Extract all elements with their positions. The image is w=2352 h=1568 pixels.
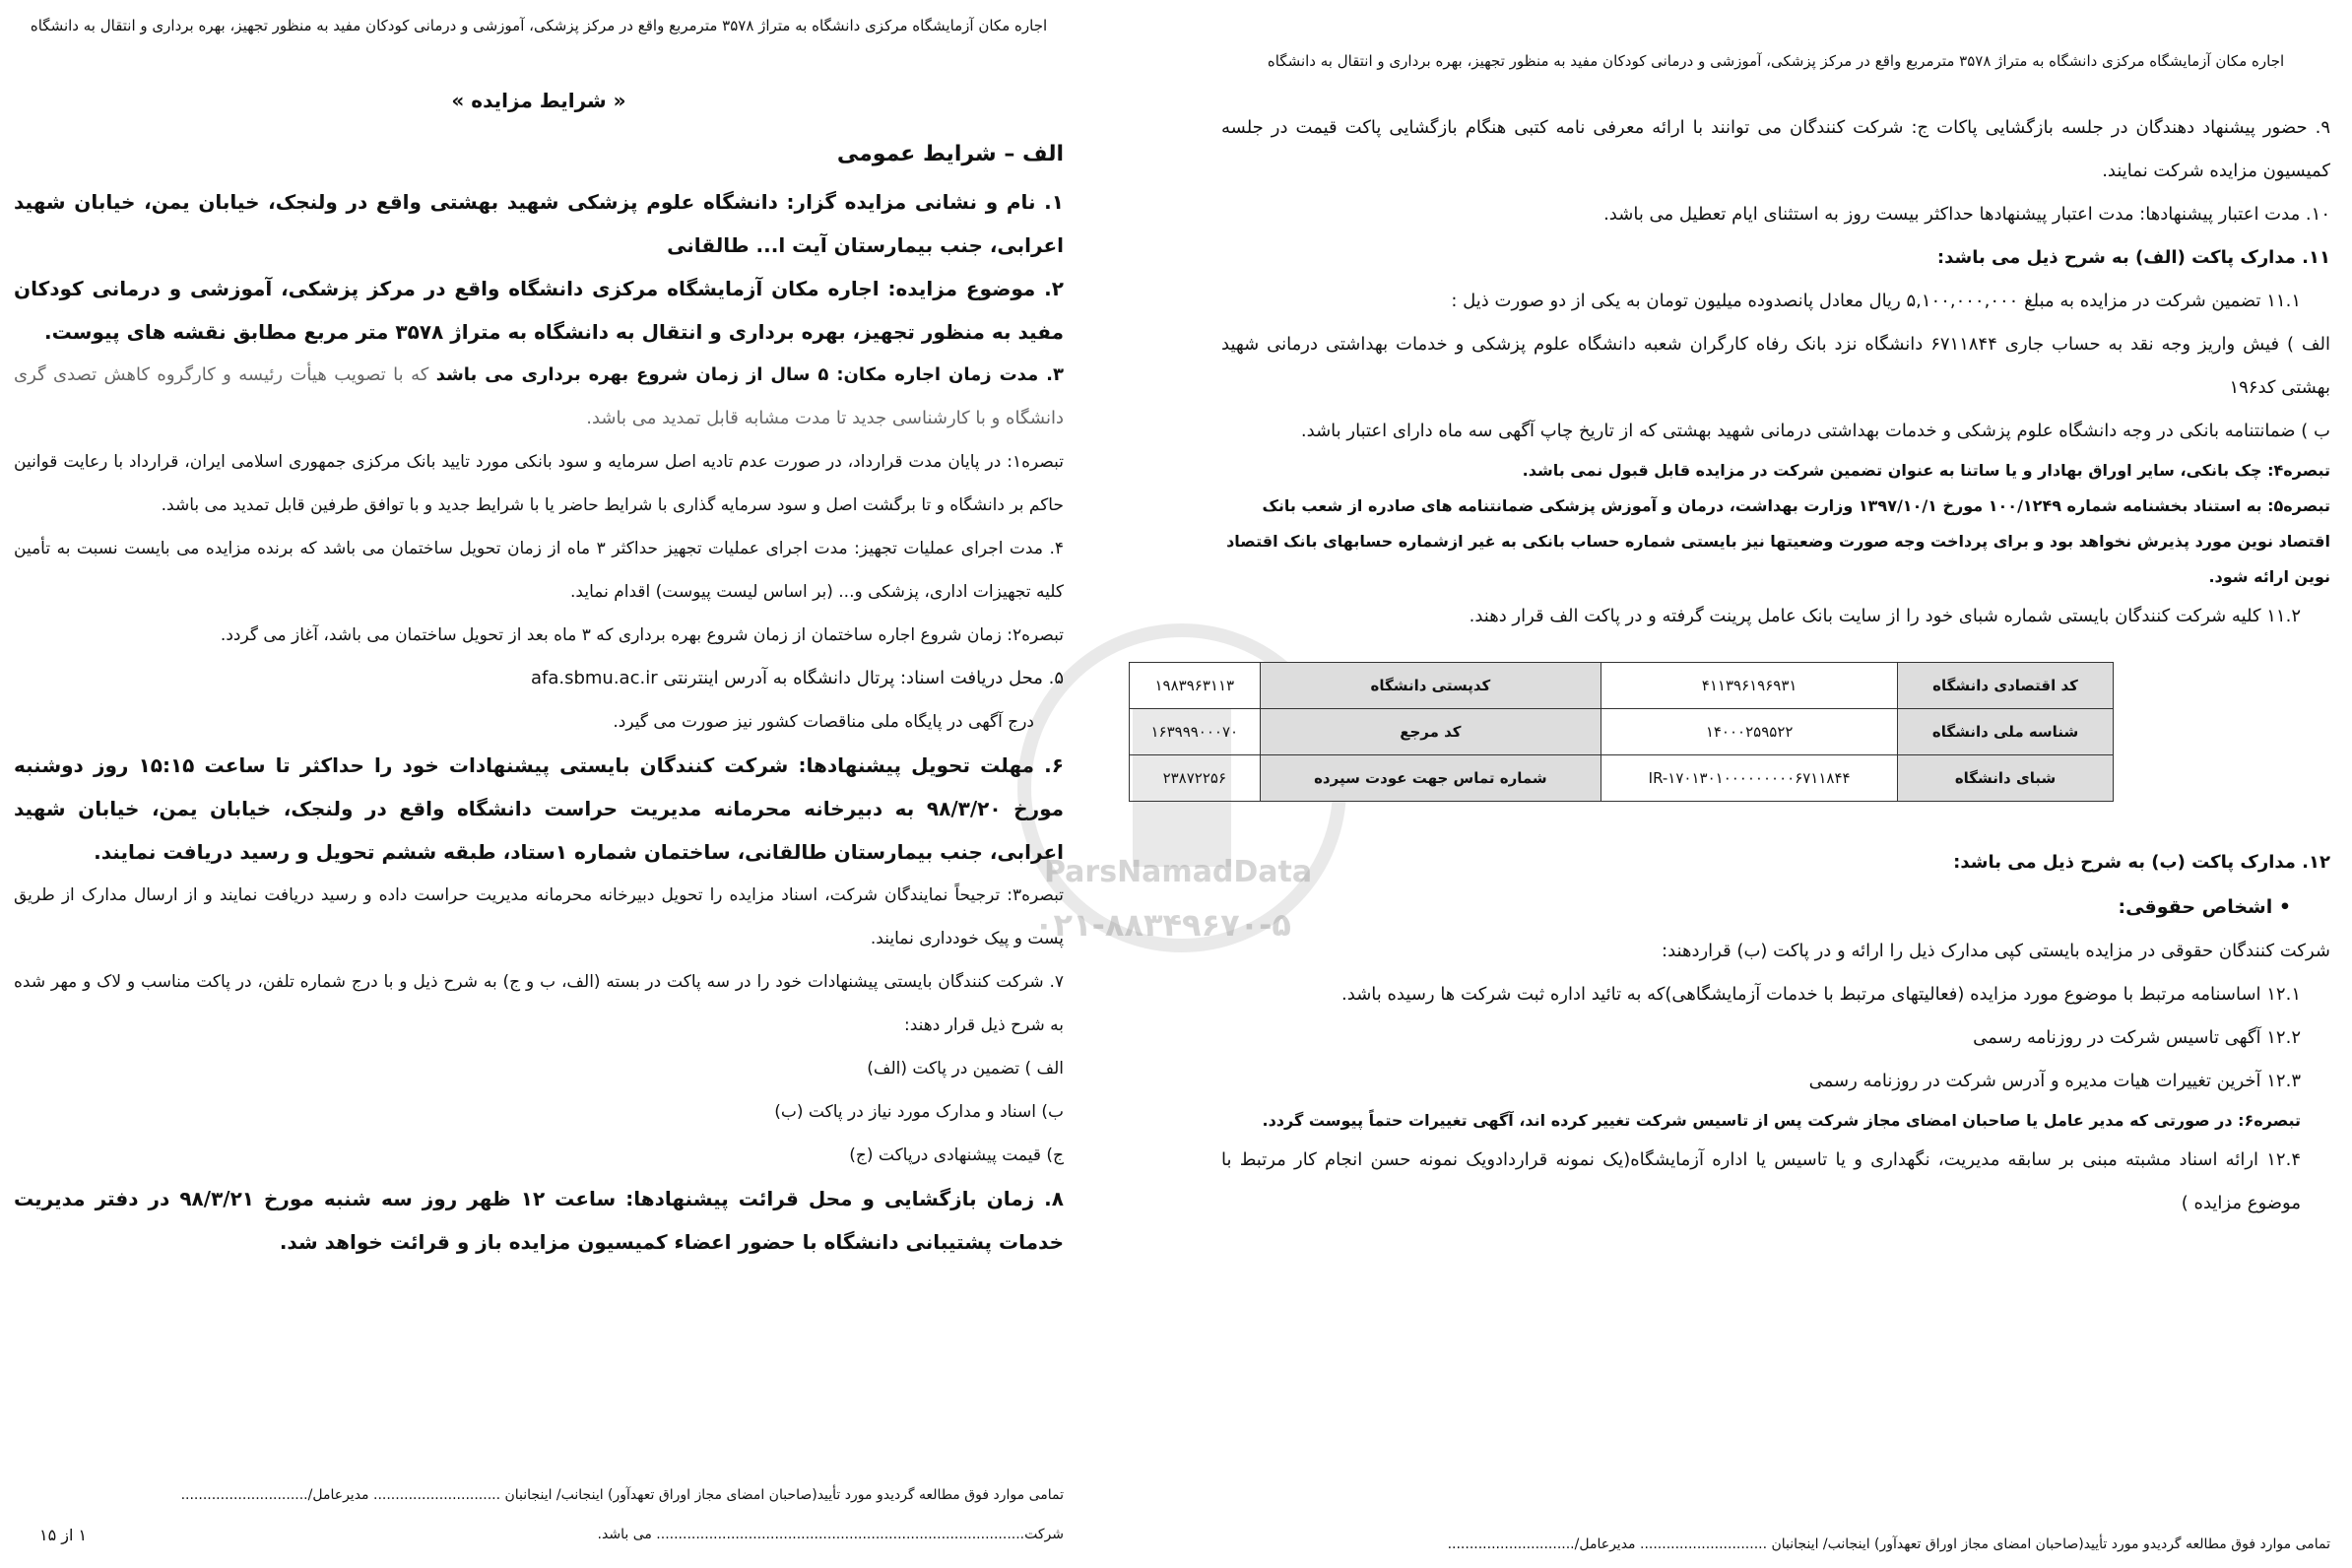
item-10: ۱۰. مدت اعتبار پیشنهادها: مدت اعتبار پیشنهادها حداکثر بیست روز به استثنای ایام تعطیل می باشد. [1603, 204, 2330, 225]
item-4: ۴. مدت اجرای عملیات تجهیز: مدت اجرای عملیات تجهیز حداکثر ۳ ماه از زمان تحویل ساختمان می باشد که برنده مزایده می بایست نسبت به تأمین کلیه تجهیزات اداری، پزشکی و... (بر اساس لیست پیوست) اقدام نماید. [14, 539, 1064, 602]
table-label: کد اقتصادی دانشگاه [1898, 663, 2114, 709]
table-value: ۲۳۸۷۲۲۵۶ [1130, 755, 1261, 802]
table-row [1130, 663, 2114, 709]
page-header: اجاره مکان آزمایشگاه مرکزی دانشگاه به متراژ ۳۵۷۸ مترمربع واقع در مرکز پزشکی، آموزشی و درمانی کودکان مفید به منظور تجهیز، بهره برداری و انتقال به دانشگاه [30, 17, 1048, 34]
item-11-2: ۱۱.۲ کلیه شرکت کنندگان بایستی شماره شبای خود را از سایت بانک عامل پرینت گرفته و در پاکت الف قرار دهند. [1469, 606, 2301, 626]
note-3: تبصره۳: ترجیحاً نمایندگان شرکت، اسناد مزایده را تحویل دبیرخانه محرمانه مدیریت حراست داده و رسید دریافت نمایند و از ارسال مدارک از طریق پست و پیک خودداری نمایند. [14, 885, 1064, 948]
footer-line-1: تمامی موارد فوق مطالعه گردیدو مورد تأیید(صاحبان امضای مجاز اوراق تعهدآور) اینجانب/ اینجانبان ............................. مدیرعامل/............................. [180, 1487, 1064, 1503]
table-label: شبای دانشگاه [1898, 755, 2114, 802]
left-page [0, 0, 1074, 1568]
item-6: ۶. مهلت تحویل پیشنهادها: شرکت کنندگان بایستی پیشنهادات خود را حداکثر تا ساعت ۱۵:۱۵ روز دوشنبه مورخ ۹۸/۳/۲۰ به دبیرخانه محرمانه مدیریت حراست دانشگاه واقع در ولنجک، خیابان یمن، خیابان شهید اعرابی، جنب بیمارستان طالقانی، ساختمان شماره ۱ستاد، طبقه ششم تحویل و رسید دریافت نمایند. [14, 753, 1064, 864]
item-11-1: ۱۱.۱ تضمین شرکت در مزایده به مبلغ ۵,۱۰۰,۰۰۰,۰۰۰ ریال معادل پانصدوده میلیون تومان به یکی از دو صورت ذیل : [1451, 291, 2301, 311]
item-7-c: ج) قیمت پیشنهادی درپاکت (ج) [849, 1145, 1064, 1165]
item-1: ۱. نام و نشانی مزایده گزار: دانشگاه علوم پزشکی شهید بهشتی واقع در ولنجک، خیابان یمن، خیابان شهید اعرابی، جنب بیمارستان آیت ا... طالقانی [14, 190, 1064, 257]
note-6: تبصره۶: در صورتی که مدیر عامل یا صاحبان امضای مجاز شرکت پس از تاسیس شرکت تغییر کرده اند، آگهی تغییرات حتماً پیوست گردد. [1262, 1111, 2301, 1130]
item-12-intro: شرکت کنندگان حقوقی در مزایده بایستی کپی مدارک ذیل را ارائه و در پاکت (ب) قراردهند: [1662, 941, 2330, 961]
item-11-1-a: الف ) فیش واریز وجه نقد به حساب جاری ۶۷۱۱۸۴۴ دانشگاه نزد بانک رفاه کارگران شعبه دانشگاه علوم پزشکی و خدمات بهداشتی درمانی شهید بهشتی کد۱۹۶ [1221, 334, 2331, 398]
table-label: شماره تماس جهت عودت سپرده [1260, 755, 1601, 802]
item-7: ۷. شرکت کنندگان بایستی پیشنهادات خود را در سه پاکت در بسته (الف، ب و ج) به شرح ذیل و با درج شماره تلفن، در پاکت مناسب و لاک و مهر شده به شرح ذیل قرار دهند: [14, 972, 1064, 1035]
item-7-b: ب) اسناد و مدارک مورد نیاز در پاکت (ب) [774, 1102, 1064, 1122]
page-number: ۱ از ۱۵ [39, 1526, 88, 1544]
item-12-1: ۱۲.۱ اساسنامه مرتبط با موضوع مورد مزایده (فعالیتهای مرتبط با خدمات آزمایشگاهی)که به تائید اداره ثبت شرکت ها رسیده باشد. [1341, 984, 2301, 1005]
table-label: کدپستی دانشگاه [1260, 663, 1601, 709]
note-1: تبصره۱: در پایان مدت قرارداد، در صورت عدم تادیه اصل سرمایه و سود بانکی مورد تایید بانک مرکزی جمهوری اسلامی ایران، قرارداد با رعایت قوانین حاکم بر دانشگاه و تا برگشت اصل و سود سرمایه گذاری با شرایط حاضر یا با شرایط جدید و با توافق طرفین قابل تمدید می باشد. [14, 452, 1064, 515]
item-9: ۹. حضور پیشنهاد دهندگان در جلسه بازگشایی پاکات ج: شرکت کنندگان می توانند با ارائه معرفی نامه کتبی هنگام بازگشایی پاکت قیمت در جلسه کمیسیون مزایده شرکت نمایند. [1221, 117, 2330, 181]
item-5: ۵. محل دریافت اسناد: پرتال دانشگاه به آدرس اینترنتی afa.sbmu.ac.ir [530, 668, 1064, 688]
university-info-table [1129, 662, 2114, 802]
table-value: ۴۱۱۳۹۶۱۹۶۹۳۱ [1601, 663, 1898, 709]
table-row [1130, 755, 2114, 802]
item-3-main: ۳. مدت زمان اجاره مکان: ۵ سال از زمان شروع بهره برداری می باشد [435, 364, 1064, 385]
left-footer [14, 1475, 1064, 1554]
note-5: تبصره۵: به استناد بخشنامه شماره ۱۰۰/۱۲۴۹ مورخ ۱۳۹۷/۱۰/۱ وزارت بهداشت، درمان و آموزش پزشکی ضمانتنامه های صادره از شعب بانک اقتصاد نوین مورد پذیرش نخواهد بود و برای پرداخت وجه صورت وضعیتها نیز بایستی شماره حساب بانکی به غیر ازشماره حسابهای بانک اقتصاد نوین ارائه شود. [1226, 496, 2330, 586]
legal-entities-label: اشخاص حقوقی: [2118, 896, 2273, 918]
item-12-3: ۱۲.۳ آخرین تغییرات هیات مدیره و آدرس شرکت در روزنامه رسمی [1808, 1071, 2301, 1091]
watermark-brand: ParsNamadData [1044, 855, 1313, 889]
watermark-phone: ۰۲۱-۸۸۳۴۹۶۷۰-۵ [1034, 906, 1291, 944]
item-11: ۱۱. مدارک پاکت (الف) به شرح ذیل می باشد: [1936, 247, 2330, 268]
page-title: « شرایط مزایده » [451, 89, 626, 112]
item-12-2: ۱۲.۲ آگهی تاسیس شرکت در روزنامه رسمی [1973, 1027, 2301, 1048]
note-2: تبصره۲: زمان شروع اجاره ساختمان از زمان شروع بهره برداری که ۳ ماه بعد از تحویل ساختمان می باشد، آغاز می گردد. [220, 625, 1064, 645]
section-heading: الف – شرایط عمومی [836, 142, 1064, 166]
item-3 [14, 354, 1064, 440]
table-row [1130, 709, 2114, 755]
item-5-note: درج آگهی در پایگاه ملی مناقصات کشور نیز صورت می گیرد. [613, 712, 1034, 732]
legal-entities-bullet: • اشخاص حقوقی: [2118, 896, 2291, 918]
table-label: کد مرجع [1260, 709, 1601, 755]
item-11-1-b: ب ) ضمانتنامه بانکی در وجه دانشگاه علوم پزشکی و خدمات بهداشتی درمانی شهید بهشتی که از تاریخ چاپ آگهی سه ماه دارای اعتبار باشد. [1300, 421, 2330, 441]
item-3-note: که با تصویب هیأت رئیسه و کارگروه کاهش تصدی گری دانشگاه و با کارشناسی جدید تا مدت مشابه قابل تمدید می باشد. [14, 364, 1064, 428]
table-label: شناسه ملی دانشگاه [1898, 709, 2114, 755]
item-12: ۱۲. مدارک پاکت (ب) به شرح ذیل می باشد: [1953, 852, 2330, 873]
table-value: ۱۴۰۰۰۲۵۹۵۲۲ [1601, 709, 1898, 755]
item-2: ۲. موضوع مزایده: اجاره مکان آزمایشگاه مرکزی دانشگاه واقع در مرکز پزشکی، آموزشی و درمانی کودکان مفید به منظور تجهیز، بهره برداری و انتقال به دانشگاه به متراژ ۳۵۷۸ متر مربع مطابق نقشه های پیوست. [14, 277, 1064, 344]
page-header: اجاره مکان آزمایشگاه مرکزی دانشگاه به متراژ ۳۵۷۸ مترمربع واقع در مرکز پزشکی، آموزشی و درمانی کودکان مفید به منظور تجهیز، بهره برداری و انتقال به دانشگاه [1267, 52, 2285, 70]
table-value: ۱۹۸۳۹۶۳۱۱۳ [1130, 663, 1261, 709]
item-7-a: الف ) تضمین در پاکت (الف) [867, 1059, 1064, 1078]
table-value: ۱۶۳۹۹۹۰۰۰۷۰ [1130, 709, 1261, 755]
item-12-4: ۱۲.۴ ارائه اسناد مشبته مبنی بر سابقه مدیریت، نگهداری و یا تاسیس یا اداره آزمایشگاه(یک نمونه قراردادویک نمونه حسن انجام کار مرتبط با موضوع مزایده ) [1221, 1149, 2301, 1213]
table-value: IR-۱۷۰۱۳۰۱۰۰۰۰۰۰۰۰۰۶۷۱۱۸۴۴ [1601, 755, 1898, 802]
right-footer: تمامی موارد فوق مطالعه گردیدو مورد تأیید(صاحبان امضای مجاز اوراق تعهدآور) اینجانب/ اینجانبان ............................. مدیرعامل/............................. [1447, 1536, 2330, 1552]
item-8: ۸. زمان بازگشایی و محل قرائت پیشنهادها: ساعت ۱۲ ظهر روز سه شنبه مورخ ۹۸/۳/۲۱ در دفتر مدیریت خدمات پشتیبانی دانشگاه با حضور اعضاء کمیسیون مزایده باز و قرائت خواهد شد. [14, 1187, 1064, 1254]
note-4: تبصره۴: چک بانکی، سایر اوراق بهادار و یا ساتنا به عنوان تضمین شرکت در مزایده قابل قبول نمی باشد. [1522, 461, 2330, 480]
footer-line-2: شرکت.................................................................................... می باشد. [597, 1527, 1064, 1542]
